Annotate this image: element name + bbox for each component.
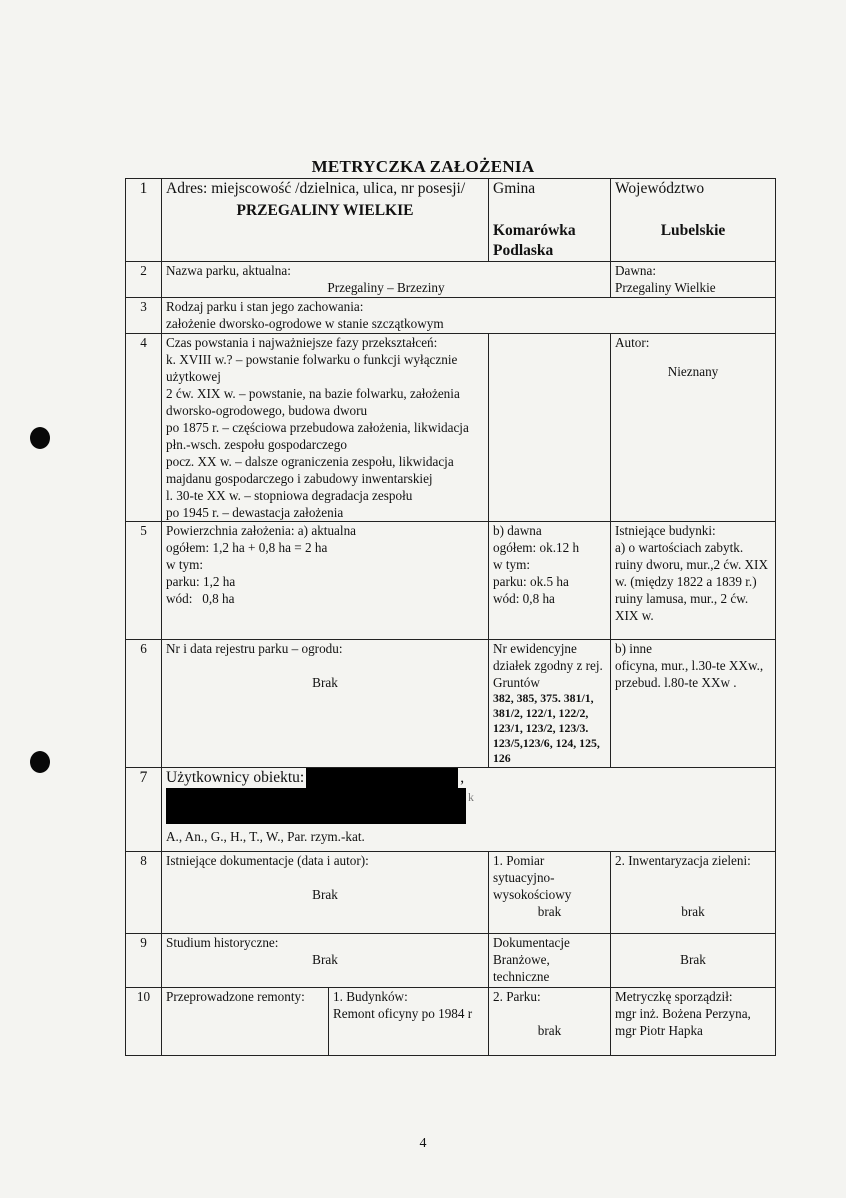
row-6 <box>126 640 776 768</box>
address-value: PRZEGALINY WIELKIE <box>236 202 414 219</box>
gmina-label: Gmina <box>493 180 536 197</box>
renovations-park-cell <box>489 988 611 1056</box>
row-number: 6 <box>126 640 162 768</box>
author-value: Nieznany <box>667 364 719 379</box>
buildings-line: ruiny dworu, mur.,2 ćw. XIX w. (między 1822 a 1839 r.) <box>615 557 768 589</box>
other-buildings-line: oficyna, mur., l.30-te XXw., przebud. l.80-te XXw . <box>615 658 764 690</box>
renovations-buildings-value: Remont oficyny po 1984 r <box>333 1006 473 1021</box>
voivodeship-value: Lubelskie <box>660 222 726 239</box>
row-number: 8 <box>126 852 162 934</box>
history-line: k. XVIII w.? – powstanie folwarku o funkcji wyłącznie użytkowej <box>166 352 458 384</box>
survey-value: brak <box>537 904 562 919</box>
old-name-value: Przegaliny Wielkie <box>615 280 716 295</box>
row-number: 1 <box>126 179 162 262</box>
documentation-label: Istniejące dokumentacje (data i autor): <box>166 853 369 868</box>
document-title: METRYCZKA ZAŁOŻENIA <box>311 157 535 176</box>
park-name-label: Nazwa parku, aktualna: <box>166 263 291 278</box>
row-8 <box>126 852 776 934</box>
author-cell <box>611 334 776 522</box>
punch-hole-top <box>30 427 50 449</box>
other-buildings-cell <box>611 640 776 768</box>
history-line: po 1945 r. – dewastacja założenia <box>166 505 344 520</box>
page-number: 4 <box>419 1136 427 1151</box>
area-old-cell <box>489 522 611 640</box>
row-4 <box>126 334 776 522</box>
area-line: b) dawna <box>493 523 542 538</box>
row-number: 4 <box>126 334 162 522</box>
buildings-line: a) o wartościach zabytk. <box>615 540 744 555</box>
history-study-label: Studium historyczne: <box>166 935 279 950</box>
old-name-cell <box>611 262 776 298</box>
row-1 <box>126 179 776 262</box>
author-label: Autor: <box>615 335 650 350</box>
plots-label: Nr ewidencyjne działek zgodny z rej. Gruntów <box>493 641 603 690</box>
voivodeship-label: Województwo <box>615 180 705 197</box>
text-fragment: k <box>468 790 474 804</box>
redaction-block <box>166 788 466 824</box>
park-name-value: Przegaliny – Brzeziny <box>327 280 445 295</box>
park-name-cell <box>162 262 611 298</box>
park-type-cell <box>162 298 776 334</box>
plots-cell <box>489 640 611 768</box>
register-cell <box>162 640 489 768</box>
users-label: Użytkownicy obiektu: <box>166 769 305 786</box>
gmina-cell <box>489 179 611 262</box>
row-10 <box>126 988 776 1056</box>
renovations-park-value: brak <box>537 1023 562 1038</box>
metrics-table <box>125 178 776 1056</box>
text-fragment: , <box>460 769 465 786</box>
history-study-cell <box>162 934 489 988</box>
other-buildings-line: b) inne <box>615 641 652 656</box>
row-9 <box>126 934 776 988</box>
prepared-by-label: Metryczkę sporządził: <box>615 989 733 1004</box>
park-type-value: założenie dworsko-ogrodowe w stanie szczątkowym <box>166 316 444 331</box>
survey-label: 1. Pomiar sytuacyjno-wysokościowy <box>493 853 572 902</box>
punch-hole-bottom <box>30 751 50 773</box>
row-7 <box>126 768 776 852</box>
users-footer: A., An., G., H., T., W., Par. rzym.-kat. <box>166 829 365 844</box>
area-line: ogółem: ok.12 h <box>493 540 580 555</box>
voivodeship-cell <box>611 179 776 262</box>
park-type-label: Rodzaj parku i stan jego zachowania: <box>166 299 364 314</box>
area-line: parku: 1,2 ha <box>166 574 236 589</box>
inventory-cell <box>611 852 776 934</box>
area-current-cell <box>162 522 489 640</box>
technical-docs-label: Dokumentacje Branżowe, techniczne <box>493 935 570 984</box>
inventory-label: 2. Inwentaryzacja zieleni: <box>615 853 751 868</box>
row-number: 7 <box>126 768 162 852</box>
renovations-buildings-label: 1. Budynków: <box>333 989 408 1004</box>
renovations-cell <box>162 988 329 1056</box>
row-number: 3 <box>126 298 162 334</box>
history-line: Czas powstania i najważniejsze fazy przekształceń: <box>166 335 438 350</box>
area-line: w tym: <box>493 557 530 572</box>
row-5 <box>126 522 776 640</box>
plots-value: 382, 385, 375. 381/1, 381/2, 122/1, 122/2, 123/1, 123/2, 123/3. 123/5,123/6, 124, 125, 126 <box>493 691 600 765</box>
area-line: wód: 0,8 ha <box>493 591 555 606</box>
prepared-by-name: mgr inż. Bożena Perzyna, <box>615 1006 751 1021</box>
buildings-cell <box>611 522 776 640</box>
documentation-value: Brak <box>312 887 338 902</box>
prepared-by-cell <box>611 988 776 1056</box>
register-value: Brak <box>312 675 338 690</box>
documentation-cell <box>162 852 489 934</box>
register-label: Nr i data rejestru parku – ogrodu: <box>166 641 343 656</box>
area-line: wód: 0,8 ha <box>166 591 235 606</box>
renovations-buildings-cell <box>329 988 489 1056</box>
history-study-value: Brak <box>312 952 338 967</box>
history-cell <box>162 334 489 522</box>
history-line: 2 ćw. XIX w. – powstanie, na bazie folwarku, założenia dworsko-ogrodowego, budowa dworu <box>166 386 460 418</box>
users-cell <box>162 768 776 852</box>
empty-cell <box>489 334 611 522</box>
row-number: 10 <box>126 988 162 1056</box>
history-line: pocz. XX w. – dalsze ograniczenia zespołu, likwidacja majdanu gospodarczego i zabudowy inwentarskiej <box>166 454 454 486</box>
row-number: 9 <box>126 934 162 988</box>
buildings-line: ruiny lamusa, mur., 2 ćw. XIX w. <box>615 591 749 623</box>
row-3 <box>126 298 776 334</box>
prepared-by-name: mgr Piotr Hapka <box>615 1023 703 1038</box>
area-line: w tym: <box>166 557 203 572</box>
old-name-label: Dawna: <box>615 263 657 278</box>
row-number: 5 <box>126 522 162 640</box>
buildings-line: Istniejące budynki: <box>615 523 716 538</box>
inventory-value: brak <box>681 904 705 919</box>
gmina-value: Komarówka Podlaska <box>493 222 576 259</box>
technical-docs-value-cell <box>611 934 776 988</box>
renovations-label: Przeprowadzone remonty: <box>166 989 305 1004</box>
survey-cell <box>489 852 611 934</box>
renovations-park-label: 2. Parku: <box>493 989 541 1004</box>
area-line: parku: ok.5 ha <box>493 574 569 589</box>
address-cell <box>162 179 489 262</box>
address-label: Adres: miejscowość /dzielnica, ulica, nr posesji/ <box>166 180 466 197</box>
row-number: 2 <box>126 262 162 298</box>
technical-docs-cell <box>489 934 611 988</box>
redaction-block <box>306 768 458 788</box>
history-line: po 1875 r. – częściowa przebudowa założenia, likwidacja płn.-wsch. zespołu gospodarczego <box>166 420 469 452</box>
technical-docs-value: Brak <box>680 952 706 967</box>
row-2 <box>126 262 776 298</box>
area-line: Powierzchnia założenia: a) aktualna <box>166 523 357 538</box>
area-line: ogółem: 1,2 ha + 0,8 ha = 2 ha <box>166 540 328 555</box>
history-line: l. 30-te XX w. – stopniowa degradacja zespołu <box>166 488 413 503</box>
